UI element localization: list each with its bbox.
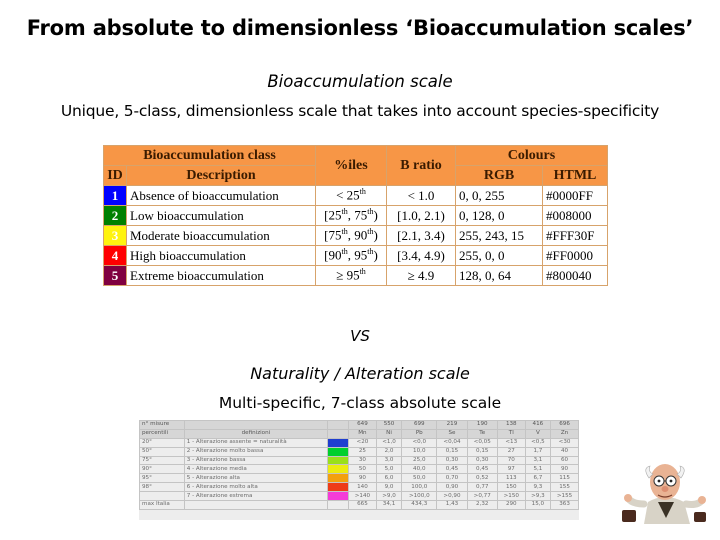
class-id-cell: 5	[104, 266, 127, 286]
value-cell: 10,0	[402, 447, 437, 456]
header-html: HTML	[543, 166, 608, 186]
definition-cell: 5 - Alterazione alta	[184, 474, 327, 483]
table-row	[104, 206, 608, 226]
class-color-swatch	[328, 456, 349, 465]
table-row	[140, 447, 579, 456]
element-name-cell: Mn	[349, 429, 377, 438]
html-color-cell: #008000	[543, 206, 608, 226]
value-cell: >0,90	[437, 492, 467, 501]
definition-cell: 3 - Alterazione bassa	[184, 456, 327, 465]
value-cell: 665	[349, 501, 377, 510]
value-cell: >155	[551, 492, 579, 501]
value-cell: >9,3	[525, 492, 550, 501]
value-cell: 290	[497, 501, 525, 510]
measure-count-cell: 550	[376, 421, 401, 430]
value-cell: <13	[497, 438, 525, 447]
table-row	[104, 266, 608, 286]
value-cell: 70	[497, 456, 525, 465]
value-cell: <1,0	[376, 438, 401, 447]
table-row	[104, 226, 608, 246]
bioaccumulation-scale-description: Unique, 5-class, dimensionless scale that takes into account species-specificity	[60, 102, 660, 120]
value-cell: 9,3	[525, 483, 550, 492]
table-row	[140, 465, 579, 474]
value-cell: 40,0	[402, 465, 437, 474]
naturality-scale-heading: Naturality / Alteration scale	[250, 364, 470, 383]
table-header-row	[140, 429, 579, 438]
table-row	[140, 474, 579, 483]
measure-count-label: n° misure	[140, 421, 185, 430]
header-description: Description	[127, 166, 316, 186]
class-id-cell: 2	[104, 206, 127, 226]
value-cell: >0,77	[467, 492, 497, 501]
value-cell: 0,15	[437, 447, 467, 456]
definitions-label: definizioni	[184, 429, 327, 438]
class-color-swatch	[328, 492, 349, 501]
table-header-row	[140, 421, 579, 430]
measure-count-cell: 219	[437, 421, 467, 430]
table-row	[140, 501, 579, 510]
value-cell: 434,3	[402, 501, 437, 510]
percentile-range-cell: [90th, 95th)	[316, 246, 387, 266]
value-cell: 27	[497, 447, 525, 456]
value-cell: 1,43	[437, 501, 467, 510]
value-cell: 0,90	[437, 483, 467, 492]
value-cell: 2,0	[376, 447, 401, 456]
value-cell: <0,0	[402, 438, 437, 447]
value-cell: 0,30	[437, 456, 467, 465]
b-ratio-cell: [1.0, 2.1)	[387, 206, 456, 226]
definition-cell: 7 - Alterazione estrema	[184, 492, 327, 501]
html-color-cell: #800040	[543, 266, 608, 286]
header-id: ID	[104, 166, 127, 186]
percentile-cell: 75°	[140, 456, 185, 465]
class-description-cell: Low bioaccumulation	[127, 206, 316, 226]
value-cell: 25	[349, 447, 377, 456]
table-row	[140, 438, 579, 447]
measure-count-cell: 696	[551, 421, 579, 430]
header-b-ratio: B ratio	[387, 146, 456, 186]
percentile-cell: 20°	[140, 438, 185, 447]
versus-label: VS	[350, 327, 370, 345]
naturality-table-image	[139, 420, 579, 520]
class-id-cell: 4	[104, 246, 127, 266]
percentile-range-cell: [75th, 90th)	[316, 226, 387, 246]
bioaccumulation-table-body	[104, 186, 608, 286]
definition-cell: 2 - Alterazione molto bassa	[184, 447, 327, 456]
header-bioaccumulation-class: Bioaccumulation class	[104, 146, 316, 166]
value-cell: 5,0	[376, 465, 401, 474]
html-color-cell: #FF0000	[543, 246, 608, 266]
value-cell: 0,15	[467, 447, 497, 456]
value-cell: 6,7	[525, 474, 550, 483]
old-scientist-figure-icon	[622, 458, 708, 524]
value-cell: 140	[349, 483, 377, 492]
rgb-cell: 0, 128, 0	[456, 206, 543, 226]
percentile-cell: 95°	[140, 474, 185, 483]
element-name-cell: Te	[467, 429, 497, 438]
header-blank	[184, 421, 327, 430]
value-cell: 30	[349, 456, 377, 465]
measure-count-cell: 190	[467, 421, 497, 430]
measure-count-cell: 649	[349, 421, 377, 430]
rgb-cell: 255, 0, 0	[456, 246, 543, 266]
element-name-cell: Ni	[376, 429, 401, 438]
html-color-cell: #0000FF	[543, 186, 608, 206]
b-ratio-cell: [2.1, 3.4)	[387, 226, 456, 246]
percentile-cell: 50°	[140, 447, 185, 456]
bioaccumulation-scale-heading: Bioaccumulation scale	[267, 72, 453, 91]
b-ratio-cell: < 1.0	[387, 186, 456, 206]
element-name-cell: Se	[437, 429, 467, 438]
value-cell: <30	[551, 438, 579, 447]
html-color-cell: #FFF30F	[543, 226, 608, 246]
value-cell: 1,7	[525, 447, 550, 456]
value-cell: 9,0	[376, 483, 401, 492]
class-color-swatch	[328, 447, 349, 456]
value-cell: >150	[497, 492, 525, 501]
bioaccumulation-class-table	[103, 145, 608, 286]
table-row	[140, 483, 579, 492]
value-cell: 3,0	[376, 456, 401, 465]
value-cell: <20	[349, 438, 377, 447]
percentile-range-cell: [25th, 75th)	[316, 206, 387, 226]
value-cell: 100,0	[402, 483, 437, 492]
measure-count-cell: 138	[497, 421, 525, 430]
class-color-swatch	[328, 483, 349, 492]
value-cell: 155	[551, 483, 579, 492]
definition-cell: 1 - Alterazione assente = naturalità	[184, 438, 327, 447]
value-cell: 115	[551, 474, 579, 483]
percentile-cell: 90°	[140, 465, 185, 474]
naturality-class-table	[139, 420, 579, 510]
header-swatch-blank	[328, 421, 349, 430]
class-color-swatch	[328, 474, 349, 483]
value-cell: 0,45	[467, 465, 497, 474]
value-cell: 25,0	[402, 456, 437, 465]
percentile-range-cell: < 25th	[316, 186, 387, 206]
measure-count-cell: 699	[402, 421, 437, 430]
class-id-cell: 1	[104, 186, 127, 206]
class-color-swatch	[328, 465, 349, 474]
header-iles: %iles	[316, 146, 387, 186]
rgb-cell: 255, 243, 15	[456, 226, 543, 246]
value-cell: 50	[349, 465, 377, 474]
value-cell: 363	[551, 501, 579, 510]
class-description-cell: High bioaccumulation	[127, 246, 316, 266]
naturality-scale-description: Multi-specific, 7-class absolute scale	[218, 394, 502, 412]
value-cell: 34,1	[376, 501, 401, 510]
value-cell: 40	[551, 447, 579, 456]
table-row	[140, 492, 579, 501]
value-cell: 5,1	[525, 465, 550, 474]
value-cell: 6,0	[376, 474, 401, 483]
b-ratio-cell: [3.4, 4.9)	[387, 246, 456, 266]
percentile-label: percentili	[140, 429, 185, 438]
value-cell: 113	[497, 474, 525, 483]
value-cell: >9,0	[376, 492, 401, 501]
table-row	[140, 456, 579, 465]
value-cell: 150	[497, 483, 525, 492]
table-row	[104, 246, 608, 266]
table-header-row	[104, 146, 608, 166]
element-name-cell: Tl	[497, 429, 525, 438]
class-description-cell: Extreme bioaccumulation	[127, 266, 316, 286]
percentile-cell: 98°	[140, 483, 185, 492]
value-cell: 0,52	[467, 474, 497, 483]
percentile-cell: max Italia	[140, 501, 185, 510]
value-cell: <0,5	[525, 438, 550, 447]
value-cell: 2,32	[467, 501, 497, 510]
percentile-cell	[140, 492, 185, 501]
element-name-cell: Pb	[402, 429, 437, 438]
value-cell: >100,0	[402, 492, 437, 501]
rgb-cell: 0, 0, 255	[456, 186, 543, 206]
percentile-range-cell: ≥ 95th	[316, 266, 387, 286]
element-name-cell: Zn	[551, 429, 579, 438]
value-cell: 15,0	[525, 501, 550, 510]
value-cell: 97	[497, 465, 525, 474]
class-color-swatch	[328, 438, 349, 447]
value-cell: >140	[349, 492, 377, 501]
table-row	[104, 186, 608, 206]
class-description-cell: Moderate bioaccumulation	[127, 226, 316, 246]
rgb-cell: 128, 0, 64	[456, 266, 543, 286]
value-cell: 3,1	[525, 456, 550, 465]
value-cell: 60	[551, 456, 579, 465]
value-cell: 0,77	[467, 483, 497, 492]
class-id-cell: 3	[104, 226, 127, 246]
value-cell: 0,70	[437, 474, 467, 483]
definition-cell	[184, 501, 327, 510]
element-name-cell: V	[525, 429, 550, 438]
measure-count-cell: 416	[525, 421, 550, 430]
class-description-cell: Absence of bioaccumulation	[127, 186, 316, 206]
definition-cell: 6 - Alterazione molto alta	[184, 483, 327, 492]
header-rgb: RGB	[456, 166, 543, 186]
value-cell: 90	[551, 465, 579, 474]
definition-cell: 4 - Alterazione media	[184, 465, 327, 474]
value-cell: <0,04	[437, 438, 467, 447]
class-color-swatch	[328, 501, 349, 510]
value-cell: 0,30	[467, 456, 497, 465]
value-cell: 50,0	[402, 474, 437, 483]
value-cell: <0,05	[467, 438, 497, 447]
value-cell: 90	[349, 474, 377, 483]
header-swatch-blank	[328, 429, 349, 438]
naturality-table-body	[140, 421, 579, 510]
header-colours: Colours	[456, 146, 608, 166]
slide-title: From absolute to dimensionless ‘Bioaccumulation scales’	[26, 16, 694, 40]
b-ratio-cell: ≥ 4.9	[387, 266, 456, 286]
value-cell: 0,45	[437, 465, 467, 474]
